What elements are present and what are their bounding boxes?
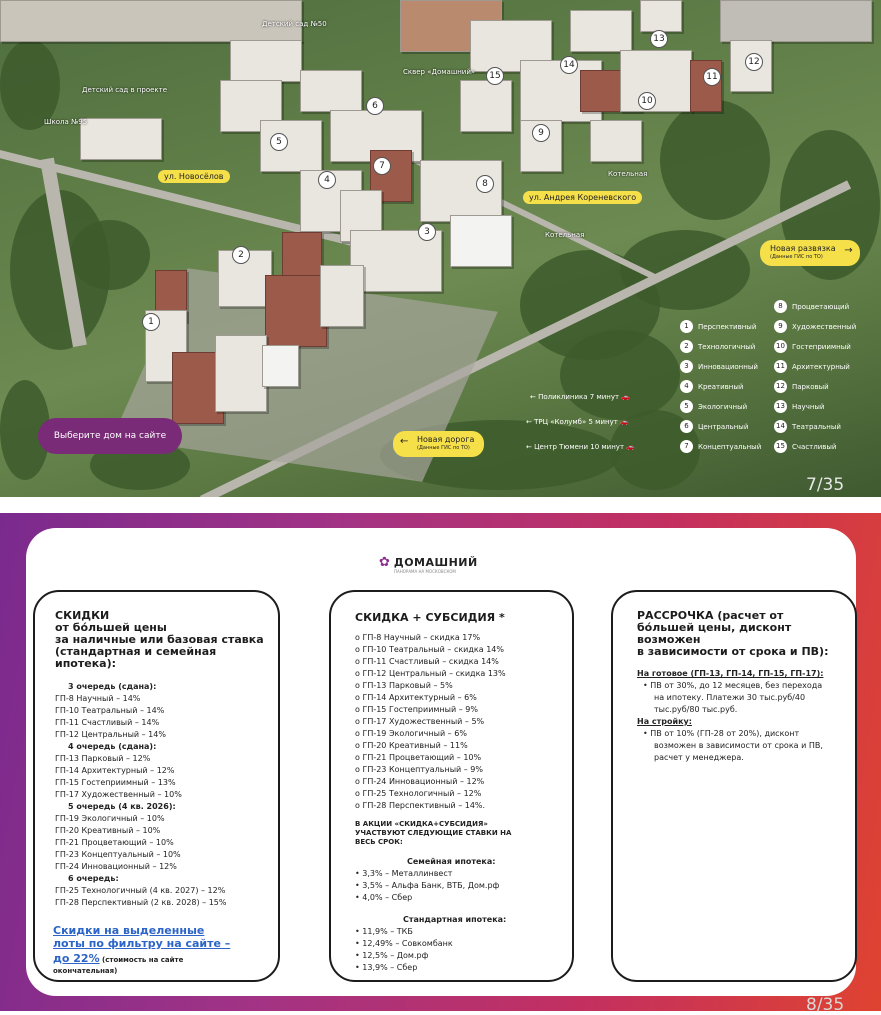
house-marker-11[interactable]: 11 <box>703 68 721 86</box>
arrow-left-icon: ← <box>530 393 539 401</box>
legend-number: 9 <box>774 320 787 333</box>
legend-item <box>774 360 850 373</box>
legend-number: 12 <box>774 380 787 393</box>
offer-slide <box>0 513 881 1015</box>
legend-label: Научный <box>792 402 825 411</box>
house-marker-13[interactable]: 13 <box>650 30 668 48</box>
price-note: окончательная) <box>53 967 118 975</box>
subsidy-item: o ГП-28 Перспективный – 14%. <box>355 800 506 812</box>
building <box>570 10 632 52</box>
discount-item: ГП-21 Процветающий – 10% <box>55 838 174 847</box>
legend-label: Гостеприимный <box>792 342 851 351</box>
subsidy-item: o ГП-11 Счастливый – скидка 14% <box>355 656 506 668</box>
building <box>690 60 722 112</box>
legend-item <box>680 440 761 453</box>
title-line: СКИДКИ <box>55 609 110 622</box>
link-line[interactable]: Скидки на выделенные <box>53 924 205 937</box>
arrow-left-icon: ← <box>400 436 409 447</box>
brand-name: ДОМАШНИЙ <box>393 556 478 569</box>
queue-title: 6 очередь: <box>68 874 119 883</box>
legend-label: Перспективный <box>698 322 757 331</box>
legend-number: 4 <box>680 380 693 393</box>
mortgage-rate: • 12,5% – Дом.рф <box>355 950 453 962</box>
tree-cluster <box>660 100 770 220</box>
discount-item: ГП-20 Креативный – 10% <box>55 826 161 835</box>
subsidy-item: o ГП-17 Художественный – 5% <box>355 716 506 728</box>
house-marker-14[interactable]: 14 <box>560 56 578 74</box>
terms-line: • ПВ от 10% (ГП-28 от 20%), дисконт <box>643 728 823 740</box>
building <box>620 50 692 112</box>
title-line: от бо́льшей цены <box>55 621 167 634</box>
legend-item <box>774 300 849 313</box>
legend-number: 14 <box>774 420 787 433</box>
queue-title: 4 очередь (сдана): <box>68 742 157 751</box>
subsidy-item: o ГП-23 Концептуальный – 9% <box>355 764 506 776</box>
legend-item <box>680 380 743 393</box>
title-line: возможен <box>637 633 701 646</box>
legend-number: 13 <box>774 400 787 413</box>
legend-item <box>774 320 856 333</box>
discount-item: ГП-19 Экологичный – 10% <box>55 814 165 823</box>
installment-title <box>637 610 828 658</box>
new-road-label: Новая дорога <box>417 435 475 444</box>
house-marker-5[interactable]: 5 <box>270 133 288 151</box>
house-marker-12[interactable]: 12 <box>745 53 763 71</box>
street-novoselov-label: ул. Новосёлов <box>158 170 230 183</box>
house-marker-4[interactable]: 4 <box>318 171 336 189</box>
building <box>230 40 302 82</box>
distance-mall <box>526 418 629 426</box>
building <box>262 345 299 387</box>
offer-panel <box>26 528 856 996</box>
discount-item: ГП-13 Парковый – 12% <box>55 754 151 763</box>
mortgage-rate: • 12,49% – Совкомбанк <box>355 938 453 950</box>
filter-discount-link[interactable] <box>53 924 230 976</box>
legend-item <box>774 400 824 413</box>
legend-label: Счастливый <box>792 442 837 451</box>
standard-mortgage-list <box>355 926 453 974</box>
boiler-label-2: Котельная <box>545 231 585 239</box>
building <box>640 0 682 32</box>
legend-label: Концептуальный <box>698 442 762 451</box>
mortgage-rate: • 3,5% – Альфа Банк, ВТБ, Дом.рф <box>355 880 499 892</box>
link-line[interactable]: лоты по фильтру на сайте – <box>53 937 231 950</box>
subsidy-item: o ГП-14 Архитектурный – 6% <box>355 692 506 704</box>
discounts-list <box>55 681 227 909</box>
car-icon: 🚗 <box>619 393 631 401</box>
subsidy-item: o ГП-15 Гостеприимный – 9% <box>355 704 506 716</box>
legend-item <box>774 340 851 353</box>
subsidy-title: СКИДКА + СУБСИДИЯ * <box>355 611 505 624</box>
legend-label: Технологичный <box>698 342 756 351</box>
action-line: УЧАСТВУЮТ СЛЕДУЮЩИЕ СТАВКИ НА <box>355 829 512 837</box>
subsidy-card <box>329 590 574 982</box>
subsidy-item: o ГП-21 Процветающий – 10% <box>355 752 506 764</box>
link-line[interactable]: до 22% <box>53 952 100 965</box>
brand-subtitle: ПАНОРАМА НА МОСКОВСКОМ <box>394 569 456 574</box>
house-marker-10[interactable]: 10 <box>638 92 656 110</box>
building <box>320 265 364 327</box>
arrow-left-icon: ← <box>526 443 535 451</box>
building <box>450 215 512 267</box>
mortgage-rate: • 3,3% – Металлинвест <box>355 868 499 880</box>
school-building <box>80 118 162 160</box>
kindergarten-project-label: Детский сад в проекте <box>82 86 168 94</box>
subsidy-item: o ГП-20 Креативный – 11% <box>355 740 506 752</box>
installment-card <box>611 590 857 982</box>
title-line: в зависимости от срока и ПВ): <box>637 645 829 658</box>
terms-line: на ипотеку. Платежи 30 тыс.руб/40 <box>654 693 806 702</box>
legend-item <box>680 320 756 333</box>
standard-mortgage-title: Стандартная ипотека: <box>403 915 507 924</box>
legend-number: 6 <box>680 420 693 433</box>
building <box>300 70 362 112</box>
new-road-callout <box>393 431 484 457</box>
house-marker-15[interactable]: 15 <box>486 67 504 85</box>
square-label: Сквер «Домашний» <box>403 68 476 76</box>
legend-number: 5 <box>680 400 693 413</box>
legend-number: 15 <box>774 440 787 453</box>
building <box>720 0 872 42</box>
subsidy-list <box>355 632 506 812</box>
legend-label: Художественный <box>792 322 857 331</box>
tree-cluster <box>0 40 60 130</box>
ready-terms <box>643 680 822 716</box>
choose-house-button[interactable]: Выберите дом на сайте <box>38 418 182 454</box>
action-line: ВЕСЬ СРОК: <box>355 838 403 846</box>
page-number: 7/35 <box>806 475 845 495</box>
legend-label: Инновационный <box>698 362 758 371</box>
terms-line: возможен в зависимости от срока и ПВ, <box>654 741 823 750</box>
legend-label: Архитектурный <box>792 362 850 371</box>
distance-text: ТРЦ «Колумб» 5 минут <box>534 418 618 426</box>
legend-item <box>774 420 841 433</box>
title-line: (стандартная и семейная <box>55 645 217 658</box>
title-line: бо́льшей цены, дисконт <box>637 621 792 634</box>
house-marker-2[interactable]: 2 <box>232 246 250 264</box>
subsidy-item: o ГП-12 Центральный – скидка 13% <box>355 668 506 680</box>
kindergarten-50-label: Детский сад №50 <box>262 20 327 28</box>
mortgage-rate: • 11,9% – ТКБ <box>355 926 453 938</box>
legend-label: Процветающий <box>792 302 850 311</box>
legend-number: 11 <box>774 360 787 373</box>
subsidy-item: o ГП-10 Театральный – скидка 14% <box>355 644 506 656</box>
mortgage-rate: • 13,9% – Сбер <box>355 962 453 974</box>
discount-item: ГП-15 Гостеприимный – 13% <box>55 778 176 787</box>
legend-label: Креативный <box>698 382 744 391</box>
building <box>260 120 322 172</box>
street-korenevskogo-label: ул. Андрея Кореневского <box>523 191 642 204</box>
building <box>460 80 512 132</box>
legend-number: 1 <box>680 320 693 333</box>
discounts-title <box>55 610 264 670</box>
flower-logo-icon: ✿ <box>379 555 390 570</box>
boiler-label-1: Котельная <box>608 170 648 178</box>
legend-item <box>680 360 758 373</box>
distant-buildings <box>0 0 302 42</box>
new-junction-sub: (Данные ГИС по ТО) <box>770 254 823 260</box>
family-mortgage-title: Семейная ипотека: <box>407 857 496 866</box>
new-junction-label: Новая развязка <box>770 244 836 253</box>
new-junction-callout <box>760 240 860 266</box>
house-marker-3[interactable]: 3 <box>418 223 436 241</box>
legend-number: 10 <box>774 340 787 353</box>
discount-item: ГП-25 Технологичный (4 кв. 2027) – 12% <box>55 886 226 895</box>
house-marker-1[interactable]: 1 <box>142 313 160 331</box>
queue-title: 5 очередь (4 кв. 2026): <box>68 802 176 811</box>
legend-item <box>680 400 747 413</box>
legend-label: Театральный <box>792 422 841 431</box>
queue-title: 3 очередь (сдана): <box>68 682 157 691</box>
building <box>590 120 642 162</box>
building <box>215 335 267 412</box>
subsidy-action-note <box>355 820 511 847</box>
legend-number: 3 <box>680 360 693 373</box>
discount-item: ГП-10 Театральный – 14% <box>55 706 165 715</box>
subsidy-item: o ГП-13 Парковый – 5% <box>355 680 506 692</box>
arrow-right-icon: → <box>844 245 853 256</box>
legend-label: Центральный <box>698 422 749 431</box>
discount-item: ГП-17 Художественный – 10% <box>55 790 182 799</box>
house-marker-7[interactable]: 7 <box>373 157 391 175</box>
house-marker-9[interactable]: 9 <box>532 124 550 142</box>
price-note: (стоимость на сайте <box>99 956 184 964</box>
discount-item: ГП-14 Архитектурный – 12% <box>55 766 175 775</box>
discount-item: ГП-12 Центральный – 14% <box>55 730 166 739</box>
family-mortgage-list <box>355 868 499 904</box>
construction-terms <box>643 728 823 764</box>
aerial-masterplan <box>0 0 881 497</box>
page-number: 8/35 <box>806 995 845 1015</box>
distance-center <box>526 443 635 451</box>
ready-title: На готовое (ГП-13, ГП-14, ГП-15, ГП-17): <box>637 669 824 678</box>
mortgage-rate: • 4,0% – Сбер <box>355 892 499 904</box>
discount-item: ГП-24 Инновационный – 12% <box>55 862 177 871</box>
school-label: Школа №95 <box>44 118 88 126</box>
legend-number: 2 <box>680 340 693 353</box>
house-marker-8[interactable]: 8 <box>476 175 494 193</box>
discounts-card <box>33 590 280 982</box>
terms-line: тыс.руб/80 тыс.руб. <box>654 705 738 714</box>
house-marker-6[interactable]: 6 <box>366 97 384 115</box>
distance-polyclinic <box>530 393 630 401</box>
distance-text: Поликлиника 7 минут <box>538 393 620 401</box>
subsidy-item: o ГП-24 Инновационный – 12% <box>355 776 506 788</box>
legend-item <box>680 420 748 433</box>
subsidy-item: o ГП-25 Технологичный – 12% <box>355 788 506 800</box>
subsidy-item: o ГП-8 Научный – скидка 17% <box>355 632 506 644</box>
new-road-sub: (Данные ГИС по ТО) <box>417 445 470 451</box>
tree-cluster <box>70 220 150 290</box>
terms-line: • ПВ от 30%, до 12 месяцев, без перехода <box>643 680 822 692</box>
arrow-left-icon: ← <box>526 418 535 426</box>
legend-label: Экологичный <box>698 402 748 411</box>
discount-item: ГП-28 Перспективный (2 кв. 2028) – 15% <box>55 898 227 907</box>
legend-number: 8 <box>774 300 787 313</box>
legend-number: 7 <box>680 440 693 453</box>
title-line: РАССРОЧКА (расчет от <box>637 609 784 622</box>
subsidy-item: o ГП-19 Экологичный – 6% <box>355 728 506 740</box>
discount-item: ГП-11 Счастливый – 14% <box>55 718 160 727</box>
title-line: за наличные или базовая ставка <box>55 633 264 646</box>
legend-item <box>774 440 836 453</box>
distance-text: Центр Тюмени 10 минут <box>534 443 625 451</box>
legend-item <box>680 340 755 353</box>
legend-label: Парковый <box>792 382 829 391</box>
tree-cluster <box>560 330 680 420</box>
discount-item: ГП-8 Научный – 14% <box>55 694 141 703</box>
legend-item <box>774 380 829 393</box>
brand-logo <box>379 555 478 570</box>
car-icon: 🚗 <box>617 418 629 426</box>
discount-item: ГП-23 Концептуальный – 10% <box>55 850 181 859</box>
action-line: В АКЦИИ «СКИДКА+СУБСИДИЯ» <box>355 820 488 828</box>
construction-title: На стройку: <box>637 717 692 726</box>
building <box>265 275 327 347</box>
terms-line: расчет у менеджера. <box>654 753 744 762</box>
title-line: ипотека): <box>55 657 117 670</box>
car-icon: 🚗 <box>624 443 635 451</box>
